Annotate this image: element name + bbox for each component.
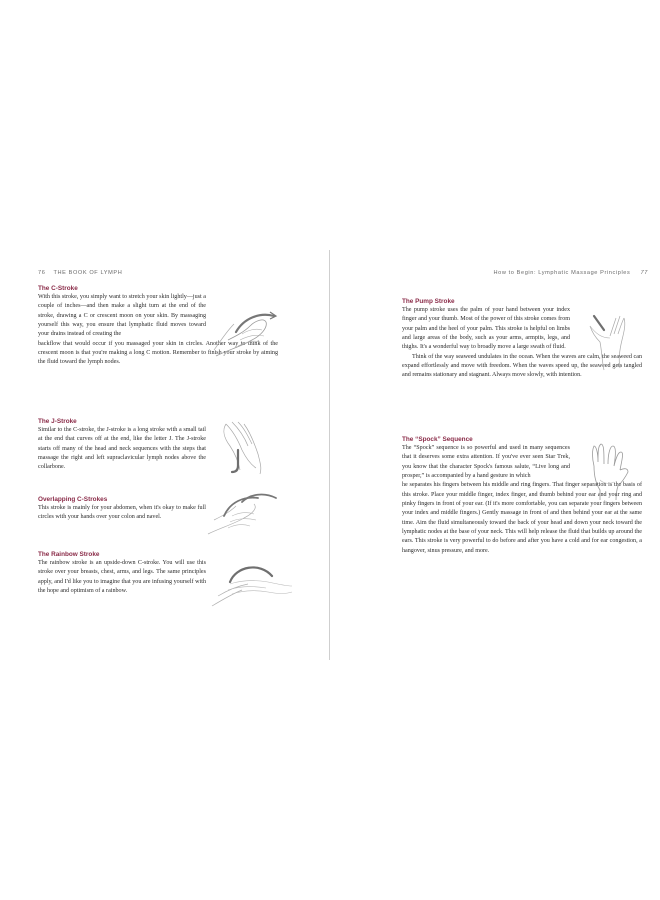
section-paragraph: Similar to the C-stroke, the J-stroke is a long stroke with a small tail at the end that curves off at the end, like the letter J. The J-stroke starts off many of the head and neck sequences with the steps that massage the right and left supraclavicular lymph nodes above the collarbone. <box>38 427 206 471</box>
left-running-head <box>38 270 122 276</box>
section-heading: The Pump Stroke <box>402 298 455 305</box>
section-heading: The C-Stroke <box>38 285 78 292</box>
right-running-head-title: How to Begin: Lymphatic Massage Principles <box>493 270 631 276</box>
pump-stroke-hand-illustration <box>580 312 630 372</box>
section-paragraph: With this stroke, you simply want to stretch your skin lightly—just a couple of inches—and then make a slight turn at the end of the stroke, drawing a C or crescent moon on your skin. By massaging yourself this way, you ensure that lymphatic fluid moves toward your drains instead of creating the <box>38 294 206 338</box>
section-heading: Overlapping C-Strokes <box>38 496 108 503</box>
section-j-stroke <box>38 418 206 473</box>
section-paragraph: The pump stroke uses the palm of your hand between your index finger and your thumb. Most of the power of this stroke comes from your palm and the heel of your palm. This stroke is helpful on limbs and large areas of the body, such as your arms, armpits, legs, and thighs. It's a wonderful way to broadly move a large swath of fluid. <box>402 307 570 351</box>
section-heading: The “Spock” Sequence <box>402 436 473 443</box>
page-gutter-divider <box>329 250 330 660</box>
section-paragraph-continued: he separates his fingers between his middle and ring fingers. That finger separation is the basis of this stroke. Place your middle finger, index finger, and thumb behind your ear and your ring and pinky fingers in front of your ear. (If it's more comfortable, you can separate your fingers between your index and middle fingers.) Gently massage in front of and then behind your ear at the same time. Aim the fluid simultaneously toward the back of your head and down your neck toward the lymphatic nodes at the base of your neck. This will help release the fluid that builds up around the ears. This stroke is very powerful to do before and after you have a cold and for ear congestion, a hangover, sinus pressure, and more. <box>402 482 642 554</box>
section-paragraph-continued: Think of the way seaweed undulates in the ocean. When the waves are calm, the seaweed can expand effortlessly and move with freedom. When the waves speed up, the seaweed gets tangled and remains stationary and stagnant. Always move slowly, with intention. <box>402 353 642 379</box>
overlapping-c-strokes-illustration <box>204 490 284 540</box>
spock-hand-illustration <box>588 442 633 502</box>
left-page-number: 76 <box>38 270 46 276</box>
right-running-head <box>493 270 648 276</box>
section-paragraph: This stroke is mainly for your abdomen, when it's okay to make full circles with your hands over your colon and navel. <box>38 505 206 521</box>
section-heading: The Rainbow Stroke <box>38 551 100 558</box>
section-rainbow-stroke <box>38 551 206 596</box>
rainbow-stroke-illustration <box>208 560 298 610</box>
section-heading: The J-Stroke <box>38 418 77 425</box>
section-paragraph: The “Spock” sequence is so powerful and used in many sequences that it deserves some extra attention. If you've ever seen Star Trek, you know that the character Spock's famous salute, “Live long and prosper,” is accompanied by a hand gesture in which <box>402 445 570 480</box>
left-running-head-title: THE BOOK OF LYMPH <box>53 270 123 276</box>
section-overlapping-c-strokes <box>38 496 206 523</box>
j-stroke-hand-illustration <box>216 420 276 480</box>
right-page-number: 77 <box>640 270 648 276</box>
section-paragraph: The rainbow stroke is an upside-down C-stroke. You will use this stroke over your breasts, chest, arms, and legs. The same principles apply, and I'd like you to imagine that you are infusing yourself with the hope and optimism of a rainbow. <box>38 560 206 595</box>
c-stroke-hand-illustration <box>208 306 298 364</box>
section-paragraph-continued: backflow that would occur if you massaged your skin in circles. Another way to think of the crescent moon is that you're making a long C motion. Remember to finish your stroke by aiming the fluid toward the lymph nodes. <box>38 340 278 366</box>
